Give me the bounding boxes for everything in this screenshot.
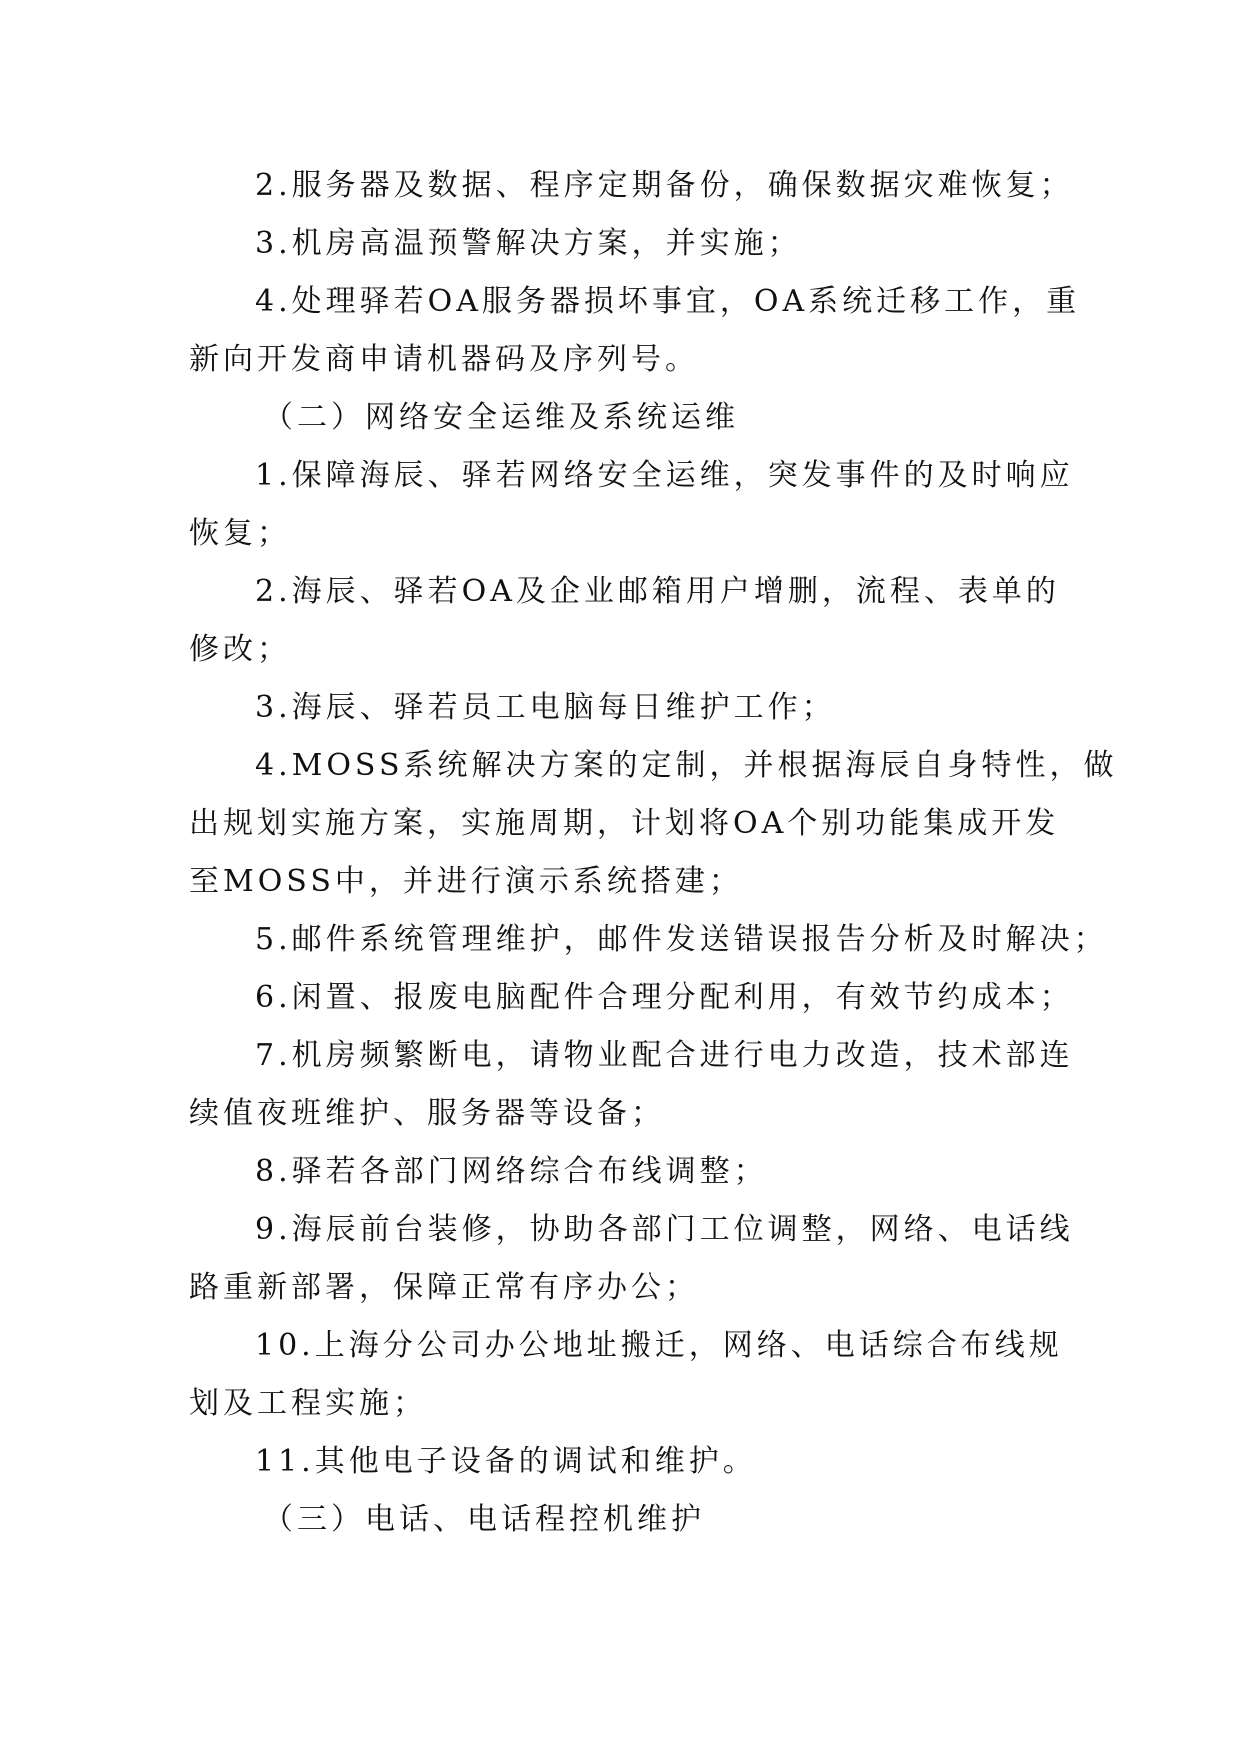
section-heading: （三）电话、电话程控机维护 <box>263 1502 705 1537</box>
list-item: 4.处理驿若OA服务器损坏事宜，OA系统迁移工作，重 <box>255 284 1081 319</box>
list-item-continuation: 新向开发商申请机器码及序列号。 <box>189 342 699 377</box>
list-item: 3.机房高温预警解决方案，并实施； <box>255 226 802 261</box>
list-item: 1.保障海辰、驿若网络安全运维，突发事件的及时响应 <box>255 458 1074 493</box>
list-item: 7.机房频繁断电，请物业配合进行电力改造，技术部连 <box>255 1038 1074 1073</box>
list-item-continuation: 恢复； <box>189 516 291 551</box>
list-item-continuation: 出规划实施方案，实施周期，计划将OA个别功能集成开发 <box>189 806 1060 841</box>
list-item: 6.闲置、报废电脑配件合理分配利用，有效节约成本； <box>255 980 1074 1015</box>
list-item-continuation: 续值夜班维护、服务器等设备； <box>189 1096 665 1131</box>
list-item-continuation: 修改； <box>189 632 291 667</box>
list-item: 9.海辰前台装修，协助各部门工位调整，网络、电话线 <box>255 1212 1074 1247</box>
list-item: 4.MOSS系统解决方案的定制，并根据海辰自身特性，做 <box>255 748 1118 783</box>
list-item: 10.上海分公司办公地址搬迁，网络、电话综合布线规 <box>255 1328 1063 1363</box>
list-item-continuation: 至MOSS中，并进行演示系统搭建； <box>189 864 743 899</box>
list-item: 3.海辰、驿若员工电脑每日维护工作； <box>255 690 836 725</box>
list-item: 2.海辰、驿若OA及企业邮箱用户增删，流程、表单的 <box>255 574 1060 609</box>
list-item-continuation: 划及工程实施； <box>189 1386 427 1421</box>
list-item-continuation: 路重新部署，保障正常有序办公； <box>189 1270 699 1305</box>
list-item: 2.服务器及数据、程序定期备份，确保数据灾难恢复； <box>255 168 1074 203</box>
list-item: 5.邮件系统管理维护，邮件发送错误报告分析及时解决； <box>255 922 1108 957</box>
list-item: 11.其他电子设备的调试和维护。 <box>255 1444 757 1479</box>
section-heading: （二）网络安全运维及系统运维 <box>263 400 739 435</box>
list-item: 8.驿若各部门网络综合布线调整； <box>255 1154 768 1189</box>
